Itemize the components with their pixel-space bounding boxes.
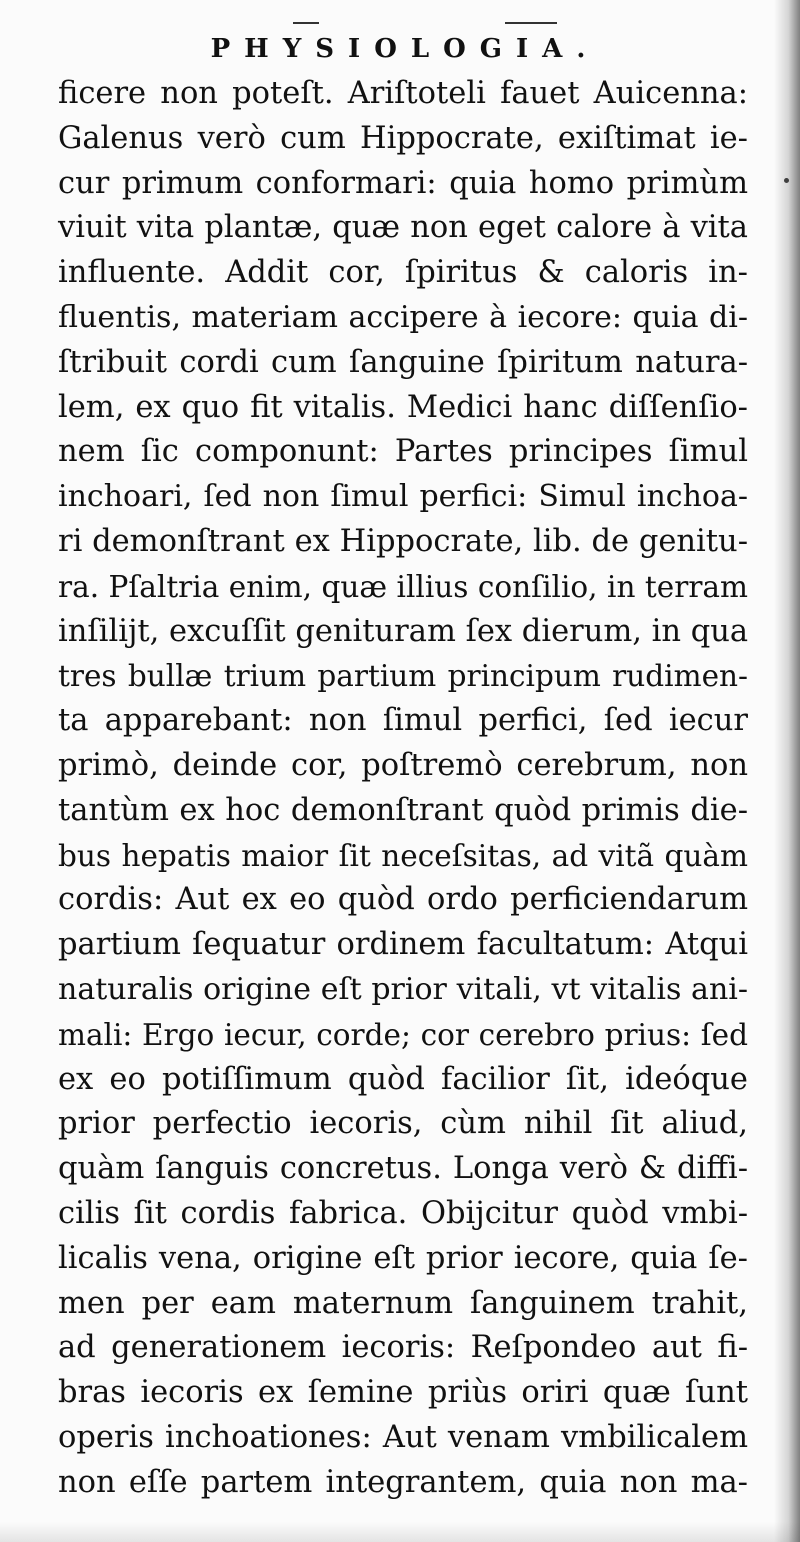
text-line: ex eo potiſſimum quòd facilior ſit, ideóque	[58, 1061, 748, 1097]
text-line: non eſſe partem integrantem, quia non ma-	[58, 1464, 748, 1500]
text-line: lem, ex quo fit vitalis. Medici hanc diſſenſio-	[58, 389, 748, 425]
text-line: licalis vena, origine eſt prior iecore, quia ſe-	[58, 1240, 748, 1276]
text-line: Galenus verò cum Hippocrate, exiſtimat ie-	[58, 120, 748, 156]
running-header: PHYSIOLOGIA.	[210, 34, 600, 64]
text-line: prior perfectio iecoris, cùm nihil ſit aliud,	[58, 1106, 748, 1142]
text-line: ficere non poteſt. Ariſtoteli fauet Auicenna:	[58, 76, 748, 111]
text-line: ſtribuit cordi cum ſanguine ſpiritum natura-	[58, 344, 748, 380]
text-line: bras iecoris ex ſemine priùs oriri quæ ſunt	[58, 1375, 748, 1411]
page-edge-shadow	[774, 0, 800, 1542]
body-text	[58, 72, 748, 1506]
text-line: naturalis origine eſt prior vitali, vt vitalis ani-	[58, 971, 748, 1007]
text-line: mali: Ergo iecur, corde; cor cerebro prius: ſed	[58, 1017, 748, 1052]
text-line: cordis: Aut ex eo quòd ordo perficiendarum	[58, 882, 748, 918]
text-line: cilis ſit cordis fabrica. Obijcitur quòd vmbi-	[58, 1195, 748, 1231]
text-line: primò, deinde cor, poſtremò cerebrum, non	[58, 747, 748, 783]
text-line: influente. Addit cor, ſpiritus & caloris in-	[58, 255, 748, 291]
text-line: inchoari, ſed non ſimul perfici: Simul inchoa-	[58, 479, 748, 515]
text-line: ra. Pſaltria enim, quæ illius conſilio, in terram	[58, 569, 748, 604]
text-line: ri demonſtrant ex Hippocrate, lib. de genitu-	[58, 523, 748, 559]
text-line: men per eam maternum ſanguinem trahit,	[58, 1285, 748, 1321]
text-line: ad generationem iecoris: Reſpondeo aut fi-	[58, 1330, 748, 1366]
text-line: partium ſequatur ordinem facultatum: Atqui	[58, 927, 748, 963]
text-line: quàm ſanguis concretus. Longa verò & diffi-	[58, 1151, 748, 1187]
text-line: fluentis, materiam accipere à iecore: quia di-	[58, 299, 748, 335]
text-line: viuit vita plantæ, quæ non eget calore à vita	[58, 210, 748, 246]
text-line: cur primum conformari: quia homo primùm	[58, 165, 748, 201]
text-line: ta apparebant: non ſimul perfici, ſed iecur	[58, 703, 748, 739]
text-line: operis inchoationes: Aut venam vmbilicalem	[58, 1419, 748, 1455]
text-line: tres bullæ trium partium principum rudimen-	[58, 659, 748, 694]
page-bottom-shadow	[0, 1522, 800, 1542]
header-rule-right	[505, 22, 557, 24]
text-line: inſilijt, excuſſit genituram ſex dierum, in qua	[58, 613, 749, 649]
text-line: bus hepatis maior ſit neceſsitas, ad vitã quàm	[58, 838, 748, 873]
header-rule-left	[293, 22, 319, 24]
text-line: tantùm ex hoc demonſtrant quòd primis die-	[58, 792, 748, 828]
text-line: nem ſic componunt: Partes principes ſimul	[58, 434, 748, 470]
